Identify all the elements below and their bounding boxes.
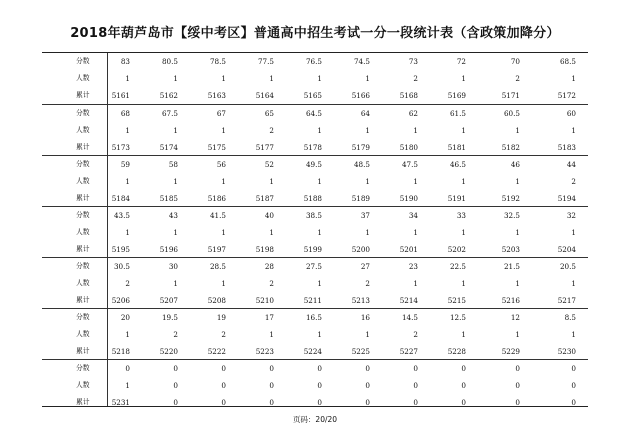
table-cell: 16.5	[305, 313, 322, 322]
table-cell: 47.5	[401, 160, 418, 169]
table-cell: 5227	[399, 347, 418, 356]
score-row	[42, 360, 588, 377]
table-cell: 73	[408, 57, 418, 66]
row-label: 分数	[76, 109, 90, 117]
table-cell: 1	[125, 228, 130, 237]
table-cell: 1	[461, 74, 466, 83]
table-block	[42, 308, 588, 360]
cumulative-row	[42, 190, 588, 207]
score-row	[42, 207, 588, 224]
table-cell: 46.5	[449, 160, 466, 169]
cumulative-row	[42, 394, 588, 411]
table-cell: 5201	[399, 245, 418, 254]
table-cell: 62	[408, 109, 418, 118]
table-cell: 5231	[111, 398, 130, 407]
table-cell: 1	[317, 228, 322, 237]
table-cell: 0	[515, 364, 520, 373]
table-cell: 5208	[207, 296, 226, 305]
table-cell: 67	[216, 109, 226, 118]
table-cell: 83	[120, 57, 130, 66]
table-cell: 1	[269, 330, 274, 339]
table-cell: 5166	[351, 91, 370, 100]
row-label: 分数	[76, 57, 90, 65]
table-cell: 5184	[111, 194, 130, 203]
table-cell: 77.5	[257, 57, 274, 66]
table-cell: 1	[173, 279, 178, 288]
table-cell: 5189	[351, 194, 370, 203]
table-cell: 5164	[255, 91, 274, 100]
table-cell: 52	[264, 160, 274, 169]
table-cell: 1	[221, 228, 226, 237]
table-cell: 1	[571, 74, 576, 83]
table-cell: 1	[173, 228, 178, 237]
table-cell: 5198	[255, 245, 274, 254]
table-cell: 1	[173, 177, 178, 186]
table-cell: 28.5	[209, 262, 226, 271]
table-cell: 5213	[351, 296, 370, 305]
table-cell: 5214	[399, 296, 418, 305]
page-number: 页码：20/20	[292, 415, 338, 424]
table-cell: 5224	[303, 347, 322, 356]
table-cell: 1	[317, 279, 322, 288]
table-cell: 37	[360, 211, 370, 220]
table-cell: 2	[413, 74, 418, 83]
table-cell: 2	[365, 279, 370, 288]
table-cell: 1	[221, 177, 226, 186]
table-cell: 1	[269, 228, 274, 237]
row-label: 人数	[76, 330, 90, 338]
row-label: 累计	[76, 398, 90, 406]
table-cell: 5165	[303, 91, 322, 100]
table-cell: 5202	[447, 245, 466, 254]
table-cell: 5200	[351, 245, 370, 254]
table-cell: 5222	[207, 347, 226, 356]
table-cell: 1	[413, 177, 418, 186]
table-cell: 76.5	[305, 57, 322, 66]
table-cell: 0	[365, 381, 370, 390]
table-cell: 1	[125, 126, 130, 135]
table-cell: 20	[120, 313, 130, 322]
table-cell: 60.5	[503, 109, 520, 118]
count-row	[42, 275, 588, 292]
table-cell: 65	[264, 109, 274, 118]
table-cell: 1	[515, 330, 520, 339]
table-cell: 5211	[303, 296, 322, 305]
table-cell: 30.5	[113, 262, 130, 271]
table-cell: 5207	[159, 296, 178, 305]
table-cell: 1	[571, 228, 576, 237]
table-cell: 1	[365, 177, 370, 186]
table-cell: 0	[221, 398, 226, 407]
table-cell: 5203	[501, 245, 520, 254]
table-cell: 1	[461, 177, 466, 186]
row-label: 人数	[76, 279, 90, 287]
cumulative-row	[42, 139, 588, 156]
table-cell: 78.5	[209, 57, 226, 66]
score-row	[42, 53, 588, 70]
row-label: 累计	[76, 296, 90, 304]
table-block	[42, 359, 588, 411]
table-cell: 1	[365, 330, 370, 339]
table-cell: 23	[408, 262, 418, 271]
row-label: 分数	[76, 262, 90, 270]
row-label: 累计	[76, 194, 90, 202]
table-cell: 1	[317, 126, 322, 135]
table-cell: 0	[461, 398, 466, 407]
table-cell: 1	[571, 126, 576, 135]
table-cell: 1	[571, 279, 576, 288]
table-cell: 1	[515, 228, 520, 237]
table-cell: 5183	[557, 143, 576, 152]
table-cell: 2	[413, 330, 418, 339]
table-cell: 19.5	[161, 313, 178, 322]
table-cell: 30	[168, 262, 178, 271]
table-cell: 0	[461, 364, 466, 373]
table-cell: 1	[125, 381, 130, 390]
table-cell: 1	[515, 279, 520, 288]
table-cell: 0	[173, 381, 178, 390]
table-cell: 5168	[399, 91, 418, 100]
score-row	[42, 309, 588, 326]
table-cell: 0	[365, 364, 370, 373]
table-cell: 0	[173, 398, 178, 407]
count-row	[42, 224, 588, 241]
table-cell: 1	[125, 330, 130, 339]
table-cell: 5185	[159, 194, 178, 203]
table-cell: 0	[413, 398, 418, 407]
table-cell: 1	[461, 126, 466, 135]
table-cell: 1	[515, 177, 520, 186]
table-cell: 5217	[557, 296, 576, 305]
table-cell: 0	[173, 364, 178, 373]
table-cell: 0	[317, 364, 322, 373]
table-cell: 27	[360, 262, 370, 271]
table-cell: 34	[408, 211, 418, 220]
row-label: 人数	[76, 126, 90, 134]
table-cell: 1	[571, 330, 576, 339]
table-cell: 1	[365, 228, 370, 237]
table-cell: 32.5	[503, 211, 520, 220]
table-cell: 19	[216, 313, 226, 322]
table-cell: 5161	[111, 91, 130, 100]
table-cell: 1	[461, 279, 466, 288]
score-row	[42, 156, 588, 173]
table-cell: 1	[515, 126, 520, 135]
table-cell: 5220	[159, 347, 178, 356]
cumulative-row	[42, 292, 588, 309]
table-cell: 5182	[501, 143, 520, 152]
table-cell: 2	[125, 279, 130, 288]
table-cell: 5195	[111, 245, 130, 254]
table-cell: 2	[269, 126, 274, 135]
row-label: 累计	[76, 347, 90, 355]
table-cell: 5171	[501, 91, 520, 100]
table-cell: 5180	[399, 143, 418, 152]
table-cell: 5215	[447, 296, 466, 305]
table-cell: 5229	[501, 347, 520, 356]
table-cell: 20.5	[559, 262, 576, 271]
row-label: 人数	[76, 381, 90, 389]
table-cell: 8.5	[564, 313, 576, 322]
table-cell: 0	[125, 364, 130, 373]
table-cell: 5163	[207, 91, 226, 100]
table-cell: 40	[264, 211, 274, 220]
table-cell: 5199	[303, 245, 322, 254]
row-label: 累计	[76, 245, 90, 253]
table-cell: 1	[269, 177, 274, 186]
score-row	[42, 105, 588, 122]
table-cell: 5196	[159, 245, 178, 254]
table-cell: 5172	[557, 91, 576, 100]
table-cell: 56	[216, 160, 226, 169]
table-cell: 0	[317, 381, 322, 390]
table-cell: 58	[168, 160, 178, 169]
table-cell: 27.5	[305, 262, 322, 271]
table-cell: 1	[221, 74, 226, 83]
table-cell: 21.5	[503, 262, 520, 271]
table-block	[42, 53, 588, 104]
table-cell: 59	[120, 160, 130, 169]
table-cell: 68	[120, 109, 130, 118]
table-cell: 1	[413, 126, 418, 135]
cumulative-row	[42, 87, 588, 104]
table-cell: 1	[317, 74, 322, 83]
table-cell: 5173	[111, 143, 130, 152]
table-cell: 67.5	[161, 109, 178, 118]
table-cell: 0	[461, 381, 466, 390]
table-cell: 38.5	[305, 211, 322, 220]
table-cell: 5179	[351, 143, 370, 152]
table-cell: 1	[365, 126, 370, 135]
row-label: 人数	[76, 228, 90, 236]
table-cell: 17	[264, 313, 274, 322]
table-cell: 1	[317, 330, 322, 339]
row-label: 累计	[76, 143, 90, 151]
table-cell: 5162	[159, 91, 178, 100]
table-cell: 28	[264, 262, 274, 271]
table-cell: 5190	[399, 194, 418, 203]
score-distribution-table	[42, 52, 588, 407]
table-cell: 5206	[111, 296, 130, 305]
table-cell: 5218	[111, 347, 130, 356]
table-cell: 44	[566, 160, 576, 169]
row-label: 分数	[76, 160, 90, 168]
table-cell: 5177	[255, 143, 274, 152]
table-block	[42, 206, 588, 258]
table-cell: 5174	[159, 143, 178, 152]
table-cell: 68.5	[559, 57, 576, 66]
table-cell: 1	[221, 279, 226, 288]
table-cell: 0	[269, 381, 274, 390]
table-cell: 5175	[207, 143, 226, 152]
table-cell: 0	[413, 381, 418, 390]
table-cell: 1	[173, 74, 178, 83]
table-cell: 5188	[303, 194, 322, 203]
table-cell: 2	[173, 330, 178, 339]
table-cell: 0	[515, 381, 520, 390]
table-cell: 5216	[501, 296, 520, 305]
row-label: 人数	[76, 177, 90, 185]
cumulative-row	[42, 241, 588, 258]
table-cell: 1	[317, 177, 322, 186]
table-cell: 0	[571, 398, 576, 407]
row-label: 分数	[76, 364, 90, 372]
table-cell: 5228	[447, 347, 466, 356]
table-cell: 64.5	[305, 109, 322, 118]
page-title: 2018年葫芦岛市【绥中考区】普通高中招生考试一分一段统计表（含政策加降分）	[70, 26, 560, 41]
table-cell: 16	[360, 313, 370, 322]
table-block	[42, 104, 588, 156]
table-cell: 5194	[557, 194, 576, 203]
table-cell: 2	[571, 177, 576, 186]
count-row	[42, 70, 588, 87]
table-cell: 1	[221, 126, 226, 135]
table-cell: 5197	[207, 245, 226, 254]
table-cell: 5204	[557, 245, 576, 254]
table-cell: 5186	[207, 194, 226, 203]
count-row	[42, 377, 588, 394]
table-cell: 1	[125, 177, 130, 186]
table-cell: 0	[221, 381, 226, 390]
table-cell: 0	[317, 398, 322, 407]
table-cell: 5191	[447, 194, 466, 203]
table-cell: 0	[571, 381, 576, 390]
table-block	[42, 155, 588, 207]
table-cell: 1	[125, 74, 130, 83]
table-cell: 1	[461, 330, 466, 339]
table-cell: 46	[510, 160, 520, 169]
table-cell: 64	[360, 109, 370, 118]
table-cell: 5223	[255, 347, 274, 356]
table-cell: 72	[456, 57, 466, 66]
table-cell: 41.5	[209, 211, 226, 220]
table-cell: 0	[221, 364, 226, 373]
table-cell: 12	[510, 313, 520, 322]
table-cell: 14.5	[401, 313, 418, 322]
table-cell: 5192	[501, 194, 520, 203]
table-cell: 48.5	[353, 160, 370, 169]
table-cell: 1	[461, 228, 466, 237]
table-cell: 5210	[255, 296, 274, 305]
table-cell: 5187	[255, 194, 274, 203]
row-label: 分数	[76, 313, 90, 321]
score-row	[42, 258, 588, 275]
table-cell: 0	[269, 398, 274, 407]
table-cell: 0	[413, 364, 418, 373]
table-cell: 2	[221, 330, 226, 339]
table-cell: 60	[566, 109, 576, 118]
table-cell: 5181	[447, 143, 466, 152]
table-block	[42, 257, 588, 309]
table-cell: 0	[515, 398, 520, 407]
table-cell: 1	[413, 279, 418, 288]
table-cell: 12.5	[449, 313, 466, 322]
table-cell: 0	[269, 364, 274, 373]
table-cell: 33	[456, 211, 466, 220]
table-cell: 22.5	[449, 262, 466, 271]
table-cell: 0	[571, 364, 576, 373]
table-cell: 1	[269, 74, 274, 83]
table-cell: 32	[566, 211, 576, 220]
table-cell: 0	[365, 398, 370, 407]
count-row	[42, 326, 588, 343]
table-cell: 74.5	[353, 57, 370, 66]
table-cell: 5225	[351, 347, 370, 356]
table-cell: 61.5	[449, 109, 466, 118]
count-row	[42, 122, 588, 139]
cumulative-row	[42, 343, 588, 360]
table-cell: 1	[173, 126, 178, 135]
row-label: 累计	[76, 91, 90, 99]
table-cell: 43.5	[113, 211, 130, 220]
table-cell: 5230	[557, 347, 576, 356]
row-label: 分数	[76, 211, 90, 219]
table-cell: 70	[510, 57, 520, 66]
table-cell: 43	[168, 211, 178, 220]
table-cell: 1	[413, 228, 418, 237]
count-row	[42, 173, 588, 190]
table-cell: 80.5	[161, 57, 178, 66]
table-cell: 49.5	[305, 160, 322, 169]
table-cell: 2	[269, 279, 274, 288]
table-cell: 2	[515, 74, 520, 83]
table-cell: 5169	[447, 91, 466, 100]
row-label: 人数	[76, 74, 90, 82]
table-cell: 1	[365, 74, 370, 83]
table-cell: 5178	[303, 143, 322, 152]
